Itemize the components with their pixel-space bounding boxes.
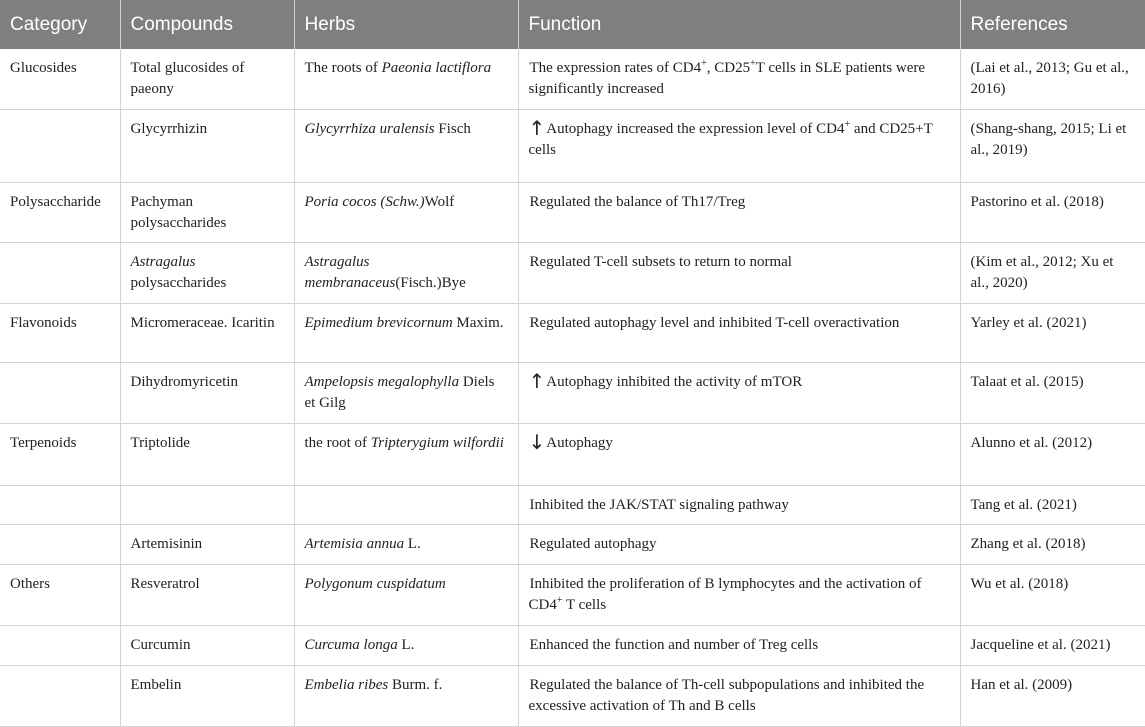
- function-cell: [518, 485, 960, 524]
- compound-text-rest: Curcumin: [130, 636, 191, 653]
- compound-cell: [120, 485, 294, 524]
- table-row: [0, 524, 1145, 564]
- function-text: and CD25+T cells: [528, 120, 933, 158]
- table-row: [0, 665, 1145, 726]
- table-row: [0, 362, 1145, 423]
- herb-species: Embelia ribes: [304, 676, 389, 693]
- category-text: Terpenoids: [10, 434, 77, 451]
- compound-cell: [120, 303, 294, 362]
- reference-text: Zhang et al. (2018): [970, 535, 1086, 552]
- reference-text: Talaat et al. (2015): [970, 373, 1084, 390]
- function-text: Regulated autophagy level and inhibited T-cell overactivation: [529, 314, 900, 331]
- function-text: T cells in SLE patients were significantly increased: [528, 60, 926, 97]
- table-row: [0, 182, 1145, 242]
- reference-text: (Kim et al., 2012; Xu et al., 2020): [970, 253, 1114, 291]
- reference-cell: [960, 362, 1145, 423]
- compound-cell: [120, 242, 294, 303]
- category-cell: [0, 485, 120, 524]
- header-herbs: Herbs: [294, 0, 518, 49]
- function-text: , CD25: [706, 60, 751, 76]
- herb-cell: [294, 423, 518, 485]
- reference-cell: [960, 665, 1145, 726]
- function-cell: [518, 49, 960, 109]
- compound-text-rest: Dihydromyricetin: [130, 373, 238, 390]
- compound-text-rest: polysaccharides: [130, 274, 227, 291]
- herb-species: Polygonum cuspidatum: [304, 575, 446, 592]
- reference-cell: [960, 242, 1145, 303]
- header-row: [0, 0, 1145, 49]
- function-cell: [518, 362, 960, 423]
- herb-cell: [294, 564, 518, 625]
- herb-species: Paeonia lactiflora: [381, 60, 492, 76]
- reference-text: Jacqueline et al. (2021): [970, 636, 1111, 653]
- reference-cell: [960, 303, 1145, 362]
- function-text: Autophagy: [546, 434, 613, 451]
- function-text: The expression rates of CD4: [529, 60, 702, 76]
- function-cell: [518, 182, 960, 242]
- function-text: Autophagy increased the expression level of CD4: [546, 120, 845, 137]
- herb-text: The roots of: [304, 60, 382, 76]
- compound-text-rest: Glycyrrhizin: [130, 120, 208, 137]
- compound-text-rest: Total glucosides of paeony: [130, 60, 245, 97]
- herb-text-rest: L.: [397, 636, 415, 653]
- category-cell: [0, 362, 120, 423]
- category-text: Glucosides: [10, 60, 77, 76]
- herb-cell: [294, 665, 518, 726]
- category-cell: [0, 182, 120, 242]
- herb-cell: [294, 109, 518, 182]
- table-row: [0, 109, 1145, 182]
- reference-text: Yarley et al. (2021): [970, 314, 1087, 331]
- reference-cell: [960, 49, 1145, 109]
- reference-text: Han et al. (2009): [970, 676, 1073, 693]
- compound-cell: [120, 524, 294, 564]
- category-cell: [0, 564, 120, 625]
- function-text: T cells: [562, 596, 607, 613]
- herb-cell: [294, 485, 518, 524]
- herb-species: Ampelopsis megalophylla: [304, 373, 460, 390]
- compound-text-rest: Pachyman polysaccharides: [130, 193, 227, 231]
- table-row: [0, 303, 1145, 362]
- reference-cell: [960, 182, 1145, 242]
- reference-text: Alunno et al. (2012): [970, 434, 1093, 451]
- reference-text: (Lai et al., 2013; Gu et al., 2016): [970, 60, 1129, 97]
- herb-text-rest: Burm. f.: [388, 676, 443, 693]
- function-text: Inhibited the JAK/STAT signaling pathway: [529, 496, 789, 513]
- table-row: [0, 625, 1145, 665]
- reference-cell: [960, 564, 1145, 625]
- reference-cell: [960, 625, 1145, 665]
- herb-cell: [294, 524, 518, 564]
- herb-cell: [294, 49, 518, 109]
- table-row: [0, 242, 1145, 303]
- herb-species: Tripterygium wilfordii: [370, 434, 504, 451]
- reference-text: (Shang-shang, 2015; Li et al., 2019): [970, 120, 1127, 158]
- herb-species: Glycyrrhiza uralensis: [304, 120, 435, 137]
- category-cell: [0, 242, 120, 303]
- function-cell: [518, 625, 960, 665]
- herb-cell: [294, 303, 518, 362]
- herb-cell: [294, 182, 518, 242]
- category-cell: [0, 524, 120, 564]
- category-text: Flavonoids: [10, 314, 77, 331]
- header-references: References: [960, 0, 1145, 49]
- herb-cell: [294, 362, 518, 423]
- category-cell: [0, 665, 120, 726]
- herb-text-rest: (Fisch.)Bye: [395, 274, 466, 291]
- header-category: Category: [0, 0, 120, 49]
- reference-cell: [960, 109, 1145, 182]
- compound-text-rest: Artemisinin: [130, 535, 203, 552]
- function-cell: [518, 242, 960, 303]
- category-text: Others: [10, 575, 50, 592]
- herb-species: Astragalus membranaceus: [304, 253, 396, 291]
- compound-text-rest: Micromeraceae. Icaritin: [130, 314, 275, 331]
- function-text: Regulated the balance of Th17/Treg: [529, 193, 746, 210]
- reference-cell: [960, 524, 1145, 564]
- herb-text-rest: L.: [404, 535, 421, 552]
- herb-species: Artemisia annua: [304, 535, 405, 552]
- compound-cell: [120, 625, 294, 665]
- function-text: Regulated the balance of Th-cell subpopulations and inhibited the excessive activation of Th and B cells: [528, 676, 925, 714]
- superscript: +: [701, 58, 707, 69]
- herb-text-rest: Fisch: [434, 120, 471, 137]
- function-cell: [518, 423, 960, 485]
- herb-cell: [294, 625, 518, 665]
- category-cell: [0, 625, 120, 665]
- superscript: +: [556, 594, 563, 606]
- category-cell: [0, 109, 120, 182]
- category-cell: [0, 303, 120, 362]
- category-text: Polysaccharide: [10, 193, 101, 210]
- superscript: +: [750, 58, 756, 69]
- herb-species: Epimedium brevicornum: [304, 314, 453, 331]
- herb-text: the root of: [304, 434, 371, 451]
- reference-text: Pastorino et al. (2018): [970, 193, 1104, 210]
- herb-text-rest: Diels et Gilg: [304, 373, 495, 411]
- reference-cell: [960, 423, 1145, 485]
- reference-cell: [960, 485, 1145, 524]
- herb-text-rest: Maxim.: [452, 314, 504, 331]
- function-cell: [518, 109, 960, 182]
- category-cell: [0, 423, 120, 485]
- function-text: Autophagy inhibited the activity of mTOR: [546, 373, 803, 390]
- function-text: Regulated autophagy: [529, 535, 657, 552]
- table-row: [0, 49, 1145, 109]
- arrow-icon: ↑: [528, 368, 546, 393]
- function-cell: [518, 303, 960, 362]
- compound-text-rest: Embelin: [130, 676, 182, 693]
- compound-cell: [120, 423, 294, 485]
- function-text: Inhibited the proliferation of B lymphocytes and the activation of CD4: [528, 575, 922, 613]
- compound-text-rest: Triptolide: [130, 434, 190, 451]
- reference-text: Wu et al. (2018): [970, 575, 1069, 592]
- compound-cell: [120, 362, 294, 423]
- header-compounds: Compounds: [120, 0, 294, 49]
- function-cell: [518, 564, 960, 625]
- superscript: +: [844, 118, 851, 130]
- herb-cell: [294, 242, 518, 303]
- compound-cell: [120, 665, 294, 726]
- herb-species: Poria cocos (Schw.): [304, 193, 425, 210]
- herb-text-rest: Wolf: [424, 193, 455, 210]
- function-cell: [518, 665, 960, 726]
- header-function: Function: [518, 0, 960, 49]
- reference-text: Tang et al. (2021): [970, 496, 1077, 513]
- herb-species: Curcuma longa: [304, 636, 398, 653]
- table-row: [0, 423, 1145, 485]
- compound-cell: [120, 49, 294, 109]
- function-cell: [518, 524, 960, 564]
- category-cell: [0, 49, 120, 109]
- compound-italic: Astragalus: [130, 253, 196, 270]
- arrow-icon: ↓: [528, 429, 546, 454]
- table-row: [0, 485, 1145, 524]
- compound-cell: [120, 182, 294, 242]
- arrow-icon: ↑: [528, 115, 546, 140]
- table-row: [0, 564, 1145, 625]
- compound-cell: [120, 564, 294, 625]
- compound-text-rest: Resveratrol: [130, 575, 200, 592]
- function-text: Enhanced the function and number of Treg cells: [529, 636, 819, 653]
- function-text: Regulated T-cell subsets to return to normal: [529, 253, 792, 270]
- compound-cell: [120, 109, 294, 182]
